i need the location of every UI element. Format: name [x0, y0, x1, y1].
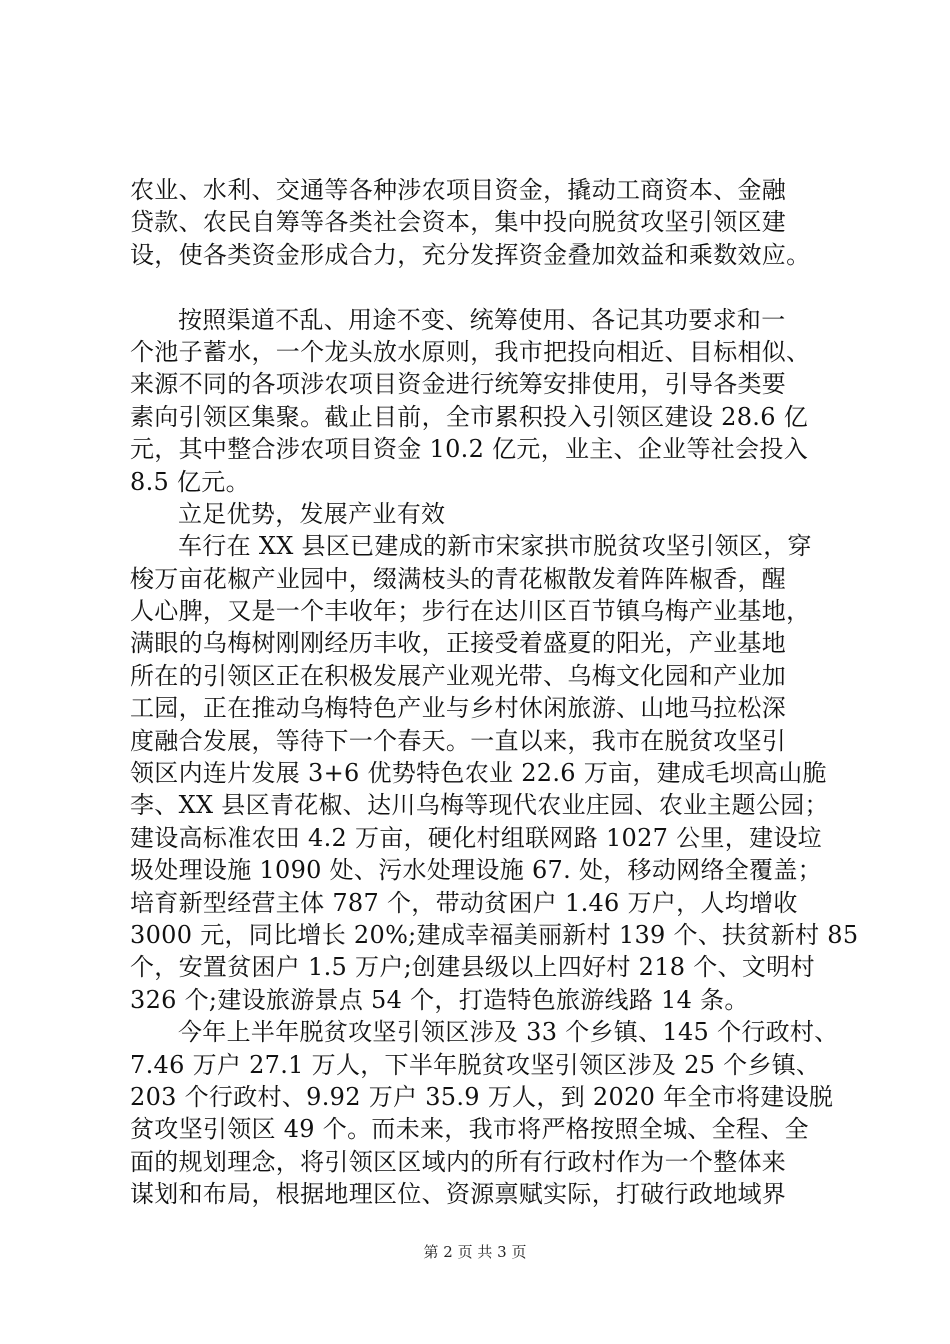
text-line: 203 个行政村、9.92 万户 35.9 万人，到 2020 年全市将建设脱	[130, 1082, 834, 1111]
text-line: 设，使各类资金形成合力，充分发挥资金叠加效益和乘数效应。	[130, 240, 811, 269]
text-line: 满眼的乌梅树刚刚经历丰收，正接受着盛夏的阳光，产业基地	[130, 629, 787, 658]
text-line: 立足优势，发展产业有效	[178, 499, 446, 528]
text-line: 领区内连片发展 3+6 优势特色农业 22.6 万亩，建成毛坝高山脆	[130, 759, 827, 788]
text-line: 素向引领区集聚。截止目前，全市累积投入引领区建设 28.6 亿	[130, 402, 808, 431]
text-line: 建设高标准农田 4.2 万亩，硬化村组联网路 1027 公里，建设垃	[130, 823, 822, 852]
text-line: 8.5 亿元。	[130, 467, 250, 496]
text-line: 3000 元，同比增长 20%;建成幸福美丽新村 139 个、扶贫新村 85	[130, 920, 859, 949]
text-line: 今年上半年脱贫攻坚引领区涉及 33 个乡镇、145 个行政村、	[178, 1018, 839, 1047]
text-line: 梭万亩花椒产业园中，缀满枝头的青花椒散发着阵阵椒香，醒	[130, 564, 787, 593]
text-line: 按照渠道不乱、用途不变、统筹使用、各记其功要求和一	[178, 305, 786, 334]
text-line: 面的规划理念，将引领区区域内的所有行政村作为一个整体来	[130, 1147, 787, 1176]
page-footer: 第 2 页 共 3 页	[423, 1243, 527, 1261]
text-line: 人心脾，又是一个丰收年；步行在达川区百节镇乌梅产业基地，	[130, 597, 811, 626]
text-line: 李、XX 县区青花椒、达川乌梅等现代农业庄园、农业主题公园；	[130, 791, 829, 820]
text-line: 贫攻坚引领区 49 个。而未来，我市将严格按照全城、全程、全	[130, 1115, 809, 1144]
text-line: 个池子蓄水，一个龙头放水原则，我市把投向相近、目标相似、	[130, 337, 811, 366]
text-line: 培育新型经营主体 787 个，带动贫困户 1.46 万户，人均增收	[130, 888, 798, 917]
text-line: 度融合发展，等待下一个春天。一直以来，我市在脱贫攻坚引	[130, 726, 787, 755]
body-text	[130, 174, 860, 1211]
text-line: 所在的引领区正在积极发展产业观光带、乌梅文化园和产业加	[130, 661, 787, 690]
text-line: 来源不同的各项涉农项目资金进行统筹安排使用，引导各类要	[130, 370, 787, 399]
paragraph-gap	[130, 271, 860, 303]
text-line: 7.46 万户 27.1 万人，下半年脱贫攻坚引领区涉及 25 个乡镇、	[130, 1050, 821, 1079]
text-line: 326 个;建设旅游景点 54 个，打造特色旅游线路 14 条。	[130, 985, 749, 1014]
text-line: 个，安置贫困户 1.5 万户;创建县级以上四好村 218 个、文明村	[130, 953, 815, 982]
text-line: 谋划和布局，根据地理区位、资源禀赋实际，打破行政地域界	[130, 1180, 787, 1209]
text-line: 车行在 XX 县区已建成的新市宋家拱市脱贫攻坚引领区，穿	[178, 532, 812, 561]
text-line: 元，其中整合涉农项目资金 10.2 亿元，业主、企业等社会投入	[130, 435, 808, 464]
text-line: 农业、水利、交通等各种涉农项目资金，撬动工商资本、金融	[130, 176, 787, 204]
text-line: 贷款、农民自筹等各类社会资本，集中投向脱贫攻坚引领区建	[130, 208, 787, 237]
text-line: 工园，正在推动乌梅特色产业与乡村休闲旅游、山地马拉松深	[130, 694, 787, 723]
text-line: 圾处理设施 1090 处、污水处理设施 67. 处，移动网络全覆盖；	[130, 856, 822, 885]
